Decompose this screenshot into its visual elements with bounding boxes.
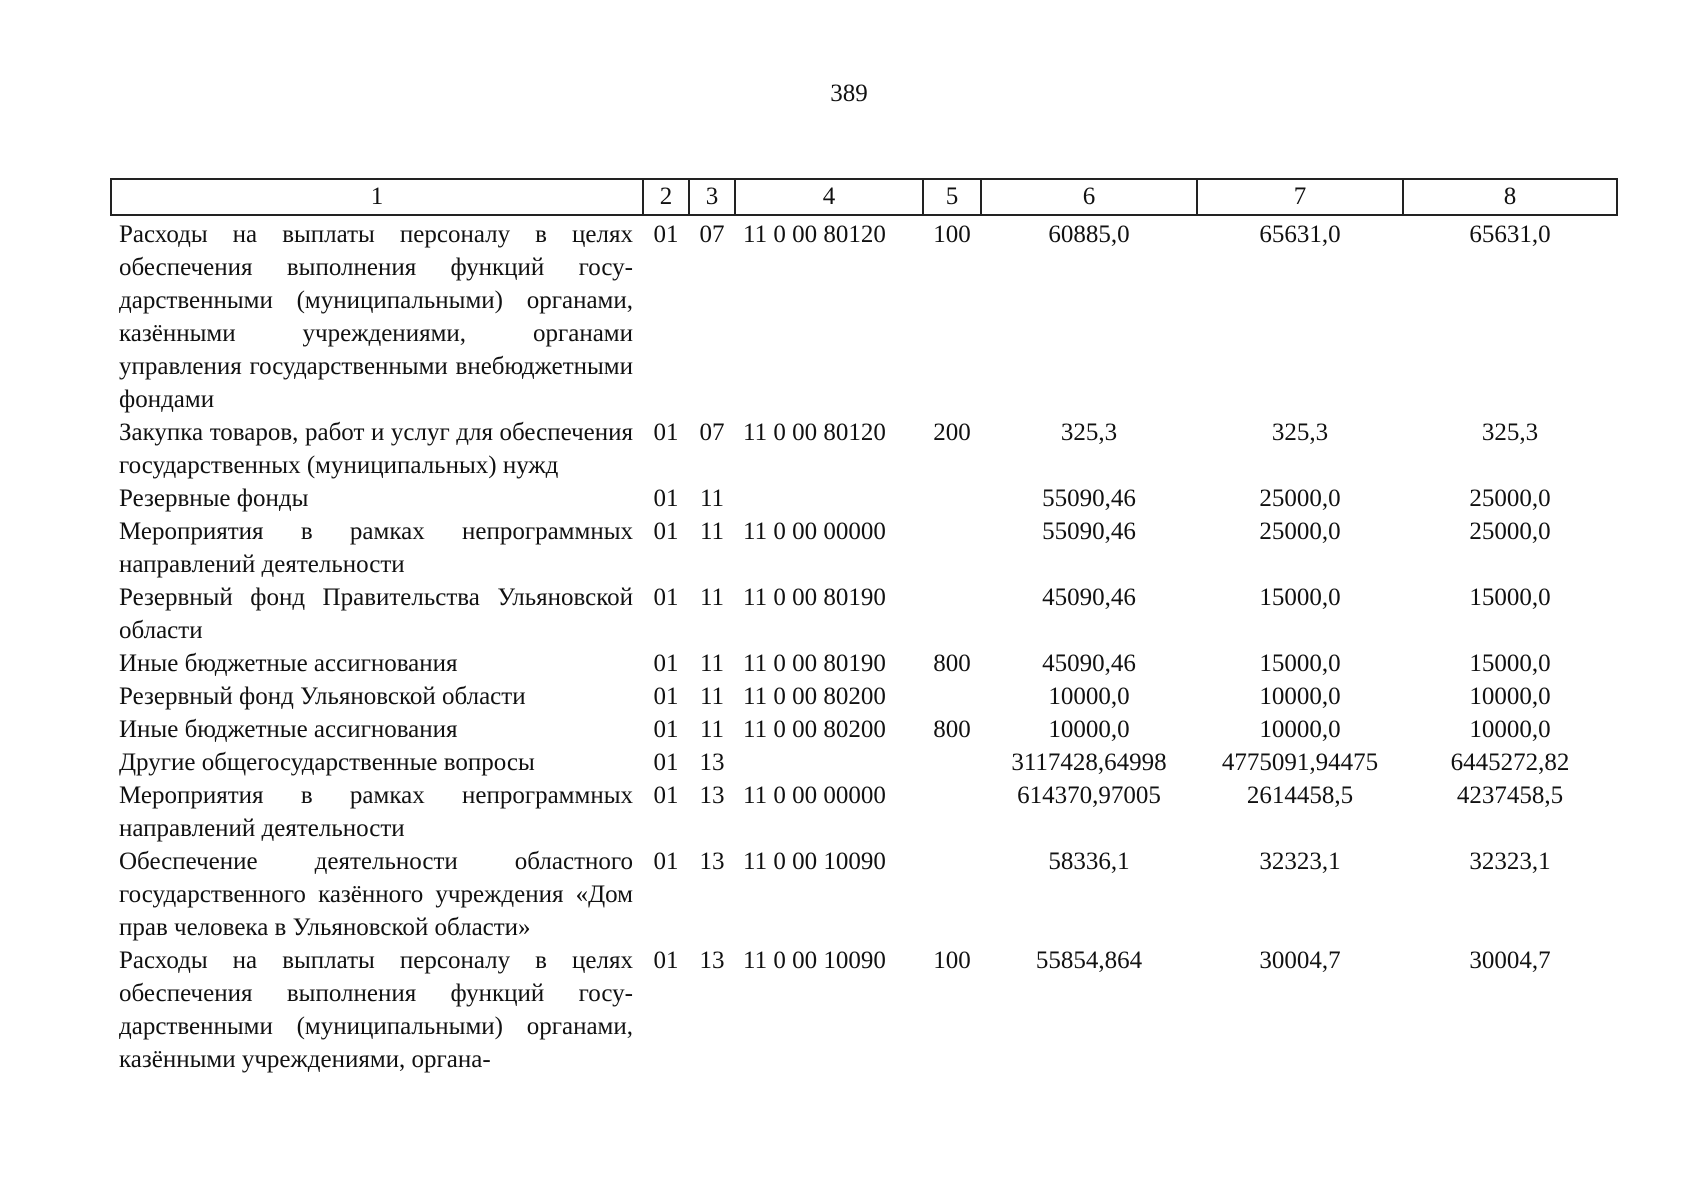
subsection-code: 11 xyxy=(699,716,725,743)
subsection-code: 07 xyxy=(699,419,725,446)
subsection-code: 11 xyxy=(699,518,725,545)
subsection-code: 13 xyxy=(699,848,725,875)
expense-type-code xyxy=(923,515,981,581)
amount-col-7: 10000,0 xyxy=(1259,716,1341,743)
target-article-code: 11 0 00 80190 xyxy=(743,650,886,677)
amount-col-8: 6445272,82 xyxy=(1450,749,1570,776)
amount-col-6: 60885,0 xyxy=(1048,221,1130,248)
subsection-code: 13 xyxy=(699,749,725,776)
row-description: Иные бюджетные ассигнования xyxy=(119,650,458,677)
page-number: 389 xyxy=(830,80,868,107)
target-article-code: 11 0 00 00000 xyxy=(743,518,886,545)
section-code: 01 xyxy=(653,749,679,776)
expense-type-code: 800 xyxy=(933,650,971,677)
amount-col-6: 55854,864 xyxy=(1035,947,1143,974)
section-code: 01 xyxy=(653,485,679,512)
expense-type-code xyxy=(923,746,981,779)
row-description: Резервный фонд Правительства Ульяновской области xyxy=(119,584,633,644)
table-row xyxy=(111,779,1617,845)
amount-col-7: 2614458,5 xyxy=(1246,782,1354,809)
header-col-8: 8 xyxy=(1403,179,1617,215)
amount-col-6: 55090,46 xyxy=(1042,485,1136,512)
table-row xyxy=(111,215,1617,416)
subsection-code: 13 xyxy=(699,782,725,809)
section-code: 01 xyxy=(653,518,679,545)
amount-col-7: 15000,0 xyxy=(1259,584,1341,611)
amount-col-7: 65631,0 xyxy=(1259,221,1341,248)
section-code: 01 xyxy=(653,947,679,974)
amount-col-7: 10000,0 xyxy=(1259,683,1341,710)
amount-col-6: 325,3 xyxy=(1060,419,1118,446)
subsection-code: 11 xyxy=(699,584,725,611)
amount-col-8: 32323,1 xyxy=(1469,848,1551,875)
section-code: 01 xyxy=(653,419,679,446)
section-code: 01 xyxy=(653,716,679,743)
subsection-code: 13 xyxy=(699,947,725,974)
target-article-code: 11 0 00 80190 xyxy=(743,584,886,611)
amount-col-6: 3117428,64998 xyxy=(1011,749,1167,776)
amount-col-7: 25000,0 xyxy=(1259,518,1341,545)
amount-col-8: 25000,0 xyxy=(1469,518,1551,545)
amount-col-7: 4775091,94475 xyxy=(1221,749,1379,776)
amount-col-6: 58336,1 xyxy=(1048,848,1130,875)
table-row xyxy=(111,713,1617,746)
table-row xyxy=(111,416,1617,482)
amount-col-8: 10000,0 xyxy=(1469,683,1551,710)
amount-col-7: 32323,1 xyxy=(1259,848,1341,875)
row-description: Резервные фонды xyxy=(119,485,309,512)
amount-col-8: 325,3 xyxy=(1481,419,1539,446)
table-row xyxy=(111,647,1617,680)
section-code: 01 xyxy=(653,584,679,611)
expense-type-code: 100 xyxy=(933,221,971,248)
amount-col-8: 25000,0 xyxy=(1469,485,1551,512)
table-row xyxy=(111,680,1617,713)
row-description: Мероприятия в рамках непрограммных направлений деятельности xyxy=(119,518,633,578)
subsection-code: 11 xyxy=(699,650,725,677)
subsection-code: 07 xyxy=(699,221,725,248)
amount-col-6: 45090,46 xyxy=(1042,650,1136,677)
header-col-1: 1 xyxy=(111,179,643,215)
section-code: 01 xyxy=(653,848,679,875)
target-article-code xyxy=(735,746,923,779)
amount-col-6: 10000,0 xyxy=(1048,683,1130,710)
table-row xyxy=(111,944,1617,1076)
row-description: Иные бюджетные ассигнования xyxy=(119,716,458,743)
header-col-2: 2 xyxy=(643,179,689,215)
subsection-code: 11 xyxy=(699,683,725,710)
row-description: Обеспечение деятельности областного государственного казённого учреждения «Дом прав человека в Ульяновской области» xyxy=(119,848,633,941)
expense-type-code xyxy=(923,845,981,944)
target-article-code: 11 0 00 80120 xyxy=(743,419,886,446)
amount-col-8: 15000,0 xyxy=(1469,650,1551,677)
amount-col-7: 325,3 xyxy=(1271,419,1329,446)
section-code: 01 xyxy=(653,221,679,248)
header-row xyxy=(111,179,1617,215)
row-description: Расходы на выплаты персоналу в целях обеспечения выполнения функций государственными (муниципальными) органами, казёнными учреждениями, органами управления государственными внебюджетными фондами xyxy=(119,221,633,413)
amount-col-8: 30004,7 xyxy=(1469,947,1551,974)
table-row xyxy=(111,581,1617,647)
amount-col-8: 65631,0 xyxy=(1469,221,1551,248)
budget-table xyxy=(110,178,1618,1076)
header-col-7: 7 xyxy=(1197,179,1403,215)
expense-type-code xyxy=(923,482,981,515)
amount-col-7: 25000,0 xyxy=(1259,485,1341,512)
section-code: 01 xyxy=(653,683,679,710)
table-row xyxy=(111,746,1617,779)
expense-type-code: 100 xyxy=(933,947,971,974)
header-col-5: 5 xyxy=(923,179,981,215)
row-description: Другие общегосударственные вопросы xyxy=(119,749,535,776)
section-code: 01 xyxy=(653,650,679,677)
row-description: Мероприятия в рамках непрограммных направлений деятельности xyxy=(119,782,633,842)
amount-col-7: 15000,0 xyxy=(1259,650,1341,677)
subsection-code: 11 xyxy=(699,485,725,512)
expense-type-code: 200 xyxy=(933,419,971,446)
amount-col-8: 15000,0 xyxy=(1469,584,1551,611)
amount-col-8: 4237458,5 xyxy=(1456,782,1564,809)
table-row xyxy=(111,515,1617,581)
table-row xyxy=(111,482,1617,515)
target-article-code: 11 0 00 80120 xyxy=(743,221,886,248)
header-col-3: 3 xyxy=(689,179,735,215)
target-article-code: 11 0 00 10090 xyxy=(743,848,886,875)
amount-col-7: 30004,7 xyxy=(1259,947,1341,974)
row-description: Закупка товаров, работ и услуг для обеспечения государственных (муниципальных) нужд xyxy=(119,419,633,479)
amount-col-6: 614370,97005 xyxy=(1017,782,1161,809)
target-article-code: 11 0 00 80200 xyxy=(743,716,886,743)
amount-col-6: 45090,46 xyxy=(1042,584,1136,611)
expense-type-code: 800 xyxy=(933,716,971,743)
expense-type-code xyxy=(923,779,981,845)
row-description: Расходы на выплаты персоналу в целях обеспечения выполнения функций государственными (муниципальными) органами, казёнными учреждениями, органа- xyxy=(119,947,633,1073)
header-col-6: 6 xyxy=(981,179,1197,215)
table-row xyxy=(111,845,1617,944)
target-article-code: 11 0 00 10090 xyxy=(743,947,886,974)
expense-type-code xyxy=(923,581,981,647)
target-article-code xyxy=(735,482,923,515)
table-body xyxy=(111,215,1617,1076)
amount-col-6: 10000,0 xyxy=(1048,716,1130,743)
target-article-code: 11 0 00 80200 xyxy=(743,683,886,710)
amount-col-8: 10000,0 xyxy=(1469,716,1551,743)
expense-type-code xyxy=(923,680,981,713)
header-col-4: 4 xyxy=(735,179,923,215)
section-code: 01 xyxy=(653,782,679,809)
target-article-code: 11 0 00 00000 xyxy=(743,782,886,809)
amount-col-6: 55090,46 xyxy=(1042,518,1136,545)
row-description: Резервный фонд Ульяновской области xyxy=(119,683,526,710)
